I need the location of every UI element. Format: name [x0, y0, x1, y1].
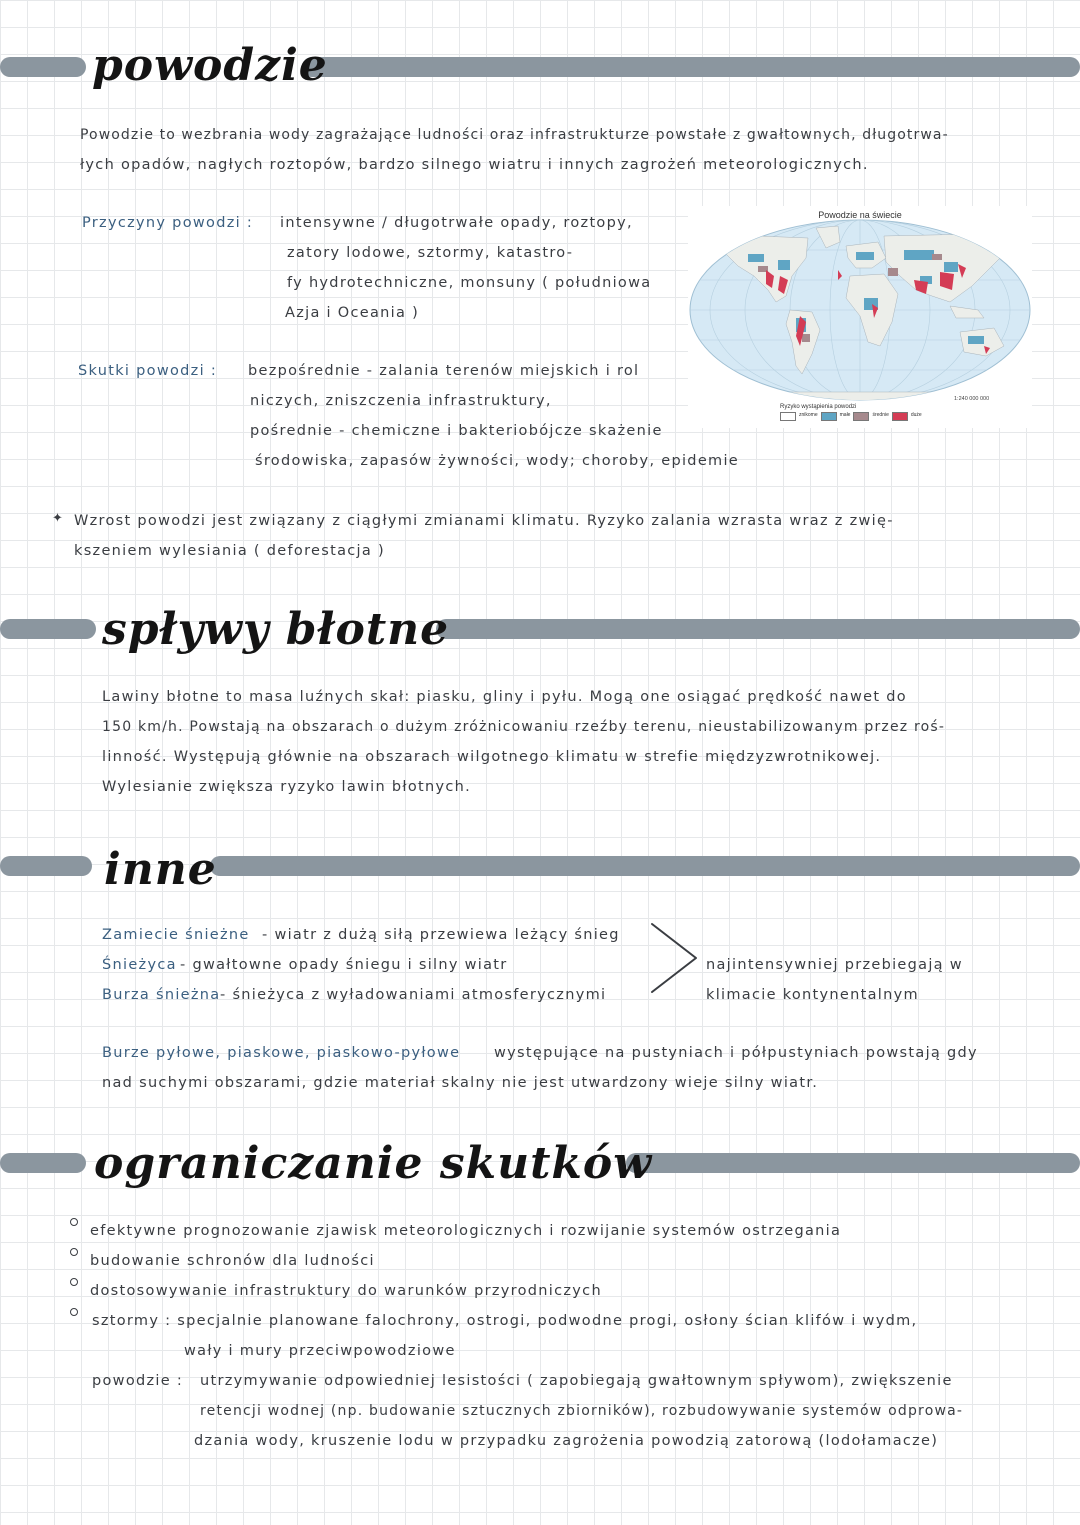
effects-line-2: niczych, zniszczenia infrastruktury, [250, 393, 552, 409]
ograniczanie-item-4: sztormy : specjalnie planowane falochrony, ostrogi, podwodne progi, osłony ścian klifów i wydm, [92, 1313, 918, 1329]
causes-line-2: zatory lodowe, sztormy, katastro- [287, 245, 574, 261]
title-bar-left [0, 57, 86, 77]
legend-swatch-srednie [853, 412, 869, 421]
inne-desc-3: - śnieżyca z wyładowaniami atmosferycznymi [220, 987, 607, 1003]
effects-label: Skutki powodzi : [78, 363, 218, 379]
section-title-splywy: spływy błotne [102, 604, 450, 655]
legend-label-srednie: średnie [872, 412, 889, 418]
ograniczanie-item-1: efektywne prognozowanie zjawisk meteorologicznych i rozwijanie systemów ostrzegania [90, 1223, 842, 1239]
map-legend-title: Ryzyko wystąpienia powodzi [780, 404, 857, 410]
section-title-ograniczanie: ograniczanie skutków [94, 1138, 653, 1189]
effects-line-1: bezpośrednie - zalania terenów miejskich i rol [248, 363, 640, 379]
powodzie-intro-line-2: łych opadów, nagłych roztopów, bardzo silnego wiatru i innych zagrożeń meteorologicznych. [80, 157, 869, 173]
ograniczanie-item-2: budowanie schronów dla ludności [90, 1253, 375, 1269]
causes-line-1: intensywne / długotrwałe opady, roztopy, [280, 215, 633, 231]
bullet-circle [70, 1218, 78, 1226]
grouping-bracket [646, 920, 706, 1000]
ograniczanie-item-3: dostosowywanie infrastruktury do warunków przyrodniczych [90, 1283, 602, 1299]
section-title-inne: inne [104, 844, 217, 895]
note-line-1: Wzrost powodzi jest związany z ciągłymi zmianami klimatu. Ryzyko zalania wzrasta wraz z zwię- [74, 513, 894, 529]
section-title-powodzie: powodzie [92, 40, 328, 91]
bullet-circle [70, 1278, 78, 1286]
bullet-circle [70, 1308, 78, 1316]
title-bar-right [436, 619, 1080, 639]
bullet-circle [70, 1248, 78, 1256]
powodzie-measures-line-1: utrzymywanie odpowiedniej lesistości ( zapobiegają gwałtownym spływom), zwiększenie [200, 1373, 953, 1389]
effects-line-4: środowiska, zapasów żywności, wody; choroby, epidemie [255, 453, 740, 469]
storms-line-1: występujące na pustyniach i półpustyniach powstają gdy [494, 1045, 978, 1061]
map-title: Powodzie na świecie [818, 210, 902, 220]
inne-term-1: Zamiecie śnieżne [102, 927, 250, 943]
title-bar-right [626, 1153, 1080, 1173]
world-map-graphic [688, 206, 1032, 428]
title-bar-left [0, 1153, 86, 1173]
flood-risk-map [688, 206, 1032, 428]
inne-term-3: Burza śnieżna [102, 987, 221, 1003]
causes-label: Przyczyny powodzi : [82, 215, 254, 231]
legend-label-znikome: znikome [799, 412, 818, 418]
inne-side-note-1: najintensywniej przebiegają w [706, 957, 963, 973]
inne-term-2: Śnieżyca [102, 957, 177, 973]
title-bar-left [0, 619, 96, 639]
splywy-line-3: linność. Występują głównie na obszarach wilgotnego klimatu w strefie międzyzwrotnikowej. [102, 749, 882, 765]
legend-label-duze: duże [910, 412, 922, 418]
map-legend [780, 412, 922, 421]
title-bar-right [210, 856, 1080, 876]
inne-desc-2: - gwałtowne opady śniegu i silny wiatr [180, 957, 508, 973]
legend-swatch-duze [892, 412, 908, 421]
powodzie-measures-label: powodzie : [92, 1373, 184, 1389]
title-bar-left [0, 856, 92, 876]
note-line-2: kszeniem wylesiania ( deforestacja ) [74, 543, 385, 559]
storms-line-2: nad suchymi obszarami, gdzie materiał skalny nie jest utwardzony wieje silny wiatr. [102, 1075, 819, 1091]
legend-swatch-male [821, 412, 837, 421]
splywy-line-2: 150 km/h. Powstają na obszarach o dużym zróżnicowaniu rzeźby terenu, nieustabilizowanym przez roś- [102, 719, 946, 735]
inne-desc-1: - wiatr z dużą siłą przewiewa leżący śnieg [262, 927, 620, 943]
title-bar-right [302, 57, 1080, 77]
powodzie-intro-line-1: Powodzie to wezbrania wody zagrażające ludności oraz infrastrukturze powstałe z gwałtownych, długotrwa- [80, 127, 949, 143]
inne-side-note-2: klimacie kontynentalnym [706, 987, 919, 1003]
note-marker: ✦ [52, 511, 65, 526]
storms-term: Burze pyłowe, piaskowe, piaskowo-pyłowe [102, 1045, 461, 1061]
powodzie-measures-line-3: dzania wody, kruszenie lodu w przypadku zagrożenia powodzią zatorową (lodołamacze) [194, 1433, 939, 1449]
legend-label-male: małe [839, 412, 851, 418]
map-scale: 1:240 000 000 [954, 396, 990, 402]
splywy-line-1: Lawiny błotne to masa luźnych skał: piasku, gliny i pyłu. Mogą one osiągać prędkość nawet do [102, 689, 907, 705]
legend-swatch-znikome [780, 412, 796, 421]
causes-line-4: Azja i Oceania ) [285, 305, 420, 321]
splywy-line-4: Wylesianie zwiększa ryzyko lawin błotnych. [102, 779, 472, 795]
effects-line-3: pośrednie - chemiczne i bakteriobójcze skażenie [250, 423, 663, 439]
powodzie-measures-line-2: retencji wodnej (np. budowanie sztucznych zbiorników), rozbudowywanie systemów odprowa- [200, 1403, 964, 1419]
sztormy-continuation: wały i mury przeciwpowodziowe [184, 1343, 456, 1359]
causes-line-3: fy hydrotechniczne, monsuny ( południowa [287, 275, 652, 291]
